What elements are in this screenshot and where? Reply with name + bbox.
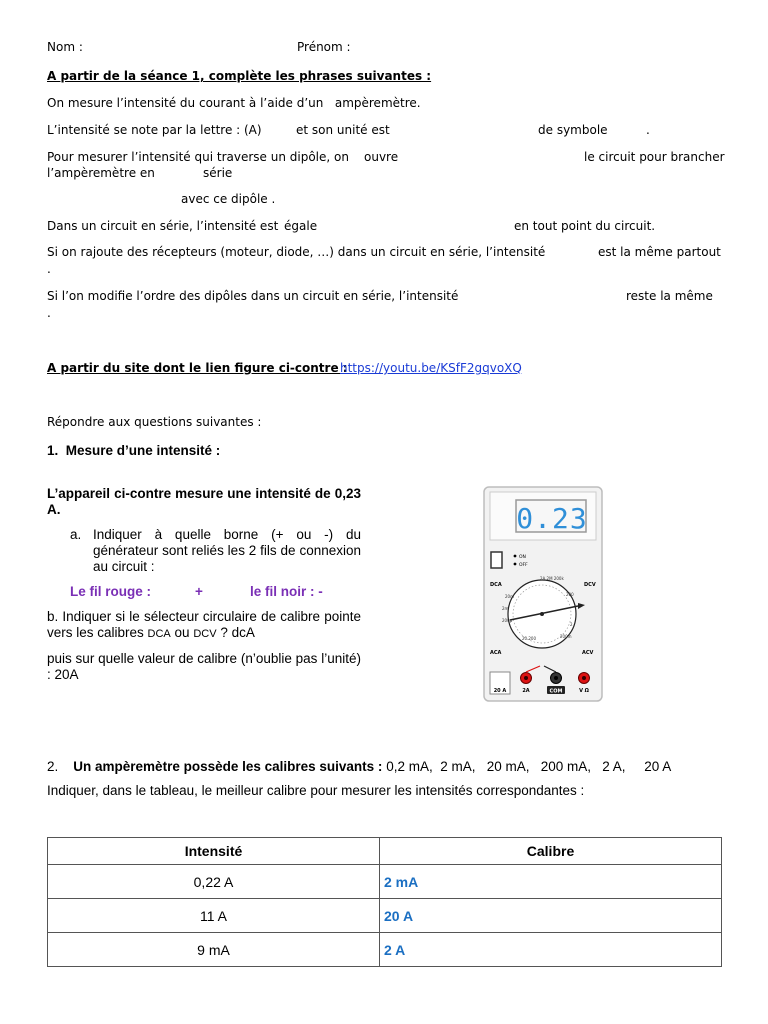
meter-acv: ACV	[582, 650, 594, 656]
q2-heading: 2. Un ampèremètre possède les calibres suivants : 0,2 mA, 2 mA, 20 mA, 200 mA, 2 A, 20 A	[47, 759, 672, 774]
q1b-text: b. Indiquer si le sélecteur circulaire de calibre pointe vers les calibres DCA ou DCV ? dcA	[47, 609, 361, 640]
red-wire-answer: +	[195, 584, 203, 599]
intensite-cell: 9 mA	[48, 933, 380, 967]
svg-text:2m: 2m	[502, 606, 509, 611]
meter-off: OFF	[519, 563, 528, 568]
meter-vohm: V Ω	[579, 688, 589, 694]
nom-label: Nom :	[47, 40, 83, 54]
part1-heading: A partir de la séance 1, complète les phrases suivantes :	[47, 69, 432, 83]
svg-text:20 200: 20 200	[522, 636, 536, 641]
calibre-cell: 2 A	[380, 933, 722, 967]
table-header-calibre: Calibre	[380, 838, 722, 865]
svg-text:200m: 200m	[560, 634, 572, 639]
sentence-3d: l’ampèremètre en	[47, 166, 155, 180]
sentence-3a: Pour mesurer l’intensité qui traverse un dipôle, on	[47, 150, 349, 164]
answer-3-ouvre: ouvre	[364, 150, 399, 164]
q1-heading: 1. Mesure d’une intensité :	[47, 443, 221, 458]
q2-instruction: Indiquer, dans le tableau, le meilleur calibre pour mesurer les intensités correspondantes :	[47, 783, 585, 798]
sentence-2a: L’intensité se note par la lettre : (A)	[47, 123, 262, 137]
sentence-6c: .	[47, 306, 51, 320]
meter-com: COM	[549, 688, 563, 695]
q1-statement: L’appareil ci-contre mesure une intensité de 0,23 A.	[47, 486, 361, 517]
table-row	[48, 933, 722, 967]
q1b-answer: ? dcA	[220, 625, 255, 640]
intensite-cell: 11 A	[48, 899, 380, 933]
red-wire-label: Le fil rouge :	[70, 584, 151, 599]
black-wire-label: le fil noir : -	[250, 584, 323, 599]
meter-dca: DCA	[490, 582, 502, 588]
sentence-2d: .	[646, 123, 650, 137]
calibre-cell: 2 mA	[380, 865, 722, 899]
sentence-5a: Si on rajoute des récepteurs (moteur, diode, …) dans un circuit en série, l’intensité	[47, 245, 546, 259]
meter-display: 0.23	[516, 502, 588, 535]
answer-3-serie: série	[203, 166, 233, 180]
table-row	[48, 865, 722, 899]
sentence-4c: en tout point du circuit.	[514, 219, 656, 233]
sentence-2c: de symbole	[538, 123, 608, 137]
part2-heading: A partir du site dont le lien figure ci-contre :	[47, 361, 348, 375]
intensite-cell: 0,22 A	[48, 865, 380, 899]
youtube-link[interactable]: https://youtu.be/KSfF2gqvoXQ	[340, 361, 522, 375]
calibre-table	[47, 837, 722, 967]
prenom-label: Prénom :	[297, 40, 351, 54]
svg-text:2A 2M 200k: 2A 2M 200k	[540, 576, 564, 581]
meter-aca: ACA	[490, 650, 502, 656]
sentence-3c: le circuit pour brancher	[584, 150, 725, 164]
answer-4-egale: égale	[284, 219, 318, 233]
svg-text:200: 200	[566, 592, 574, 597]
svg-text:20m: 20m	[505, 594, 514, 599]
table-row	[48, 899, 722, 933]
meter-on: ON	[519, 555, 526, 560]
multimeter-image	[482, 486, 606, 704]
table-header-intensite: Intensité	[48, 838, 380, 865]
sentence-1: On mesure l’intensité du courant à l’aide d’un ampèremètre.	[47, 96, 421, 110]
sentence-3f: avec ce dipôle .	[181, 192, 276, 206]
sentence-5c: .	[47, 262, 51, 276]
q1b-text2: puis sur quelle valeur de calibre (n’oublie pas l’unité) : 20A	[47, 651, 361, 682]
svg-text:2: 2	[570, 622, 573, 627]
calibre-cell: 20 A	[380, 899, 722, 933]
answer-5: est la même partout	[598, 245, 721, 259]
sentence-4a: Dans un circuit en série, l’intensité est	[47, 219, 279, 233]
answer-1: ampèremètre.	[334, 96, 421, 110]
svg-text:200µ: 200µ	[502, 618, 513, 623]
answer-6: reste la même	[626, 289, 713, 303]
sentence-6a: Si l’on modifie l’ordre des dipôles dans un circuit en série, l’intensité	[47, 289, 459, 303]
q1a-text: Indiquer à quelle borne (+ ou -) du générateur sont reliés les 2 fils de connexion au circuit :	[93, 527, 361, 574]
meter-20a: 20 A	[493, 688, 507, 694]
meter-2a: 2A	[522, 688, 530, 694]
q1a-label: a.	[70, 527, 82, 542]
meter-dcv: DCV	[584, 582, 596, 588]
part2-intro: Répondre aux questions suivantes :	[47, 415, 262, 429]
sentence-2b: et son unité est	[296, 123, 390, 137]
